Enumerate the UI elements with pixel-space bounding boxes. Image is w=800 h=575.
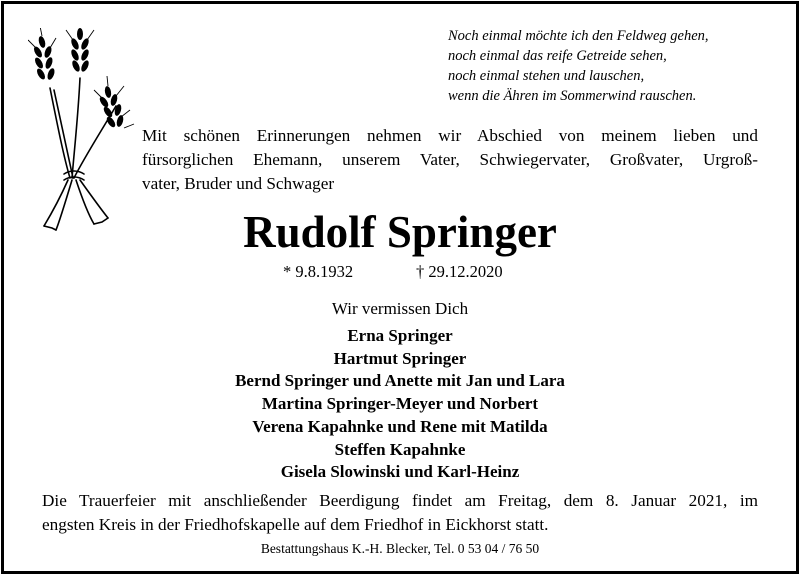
intro-line: vater, Bruder und Schwager — [142, 174, 335, 193]
intro-line: fürsorglichen Ehemann, unserem Vater, Schwiegervater, Großvater, Urgroß- — [142, 150, 758, 169]
funeral-service-notice — [42, 489, 758, 537]
miss-line: Wir vermissen Dich — [331, 299, 469, 318]
intro-line: Mit schönen Erinnerungen nehmen wir Abschied von meinem lieben und — [142, 126, 758, 145]
birth-date: * 9.8.1932 — [283, 262, 354, 281]
poem-line: wenn die Ähren im Sommerwind rauschen. — [448, 88, 697, 104]
family-member: Verena Kapahnke und Rene mit Matilda — [252, 416, 548, 436]
family-member: Steffen Kapahnke — [334, 439, 466, 459]
family-member: Bernd Springer und Anette mit Jan und Lara — [235, 371, 565, 391]
service-line: engsten Kreis in der Friedhofskapelle auf dem Friedhof in Eickhorst statt. — [42, 515, 549, 534]
death-date: † 29.12.2020 — [416, 262, 503, 281]
deceased-name: Rudolf Springer — [243, 207, 557, 257]
poem-line: Noch einmal möchte ich den Feldweg gehen, — [448, 28, 709, 44]
undertaker-contact: Bestattungshaus K.-H. Blecker, Tel. 0 53 04 / 76 50 — [260, 541, 540, 556]
poem-line: noch einmal das reife Getreide sehen, — [448, 48, 667, 64]
service-line: Die Trauerfeier mit anschließender Beerdigung findet am Freitag, dem 8. Januar 2021, im — [42, 491, 758, 510]
family-member: Martina Springer-Meyer und Norbert — [261, 394, 539, 414]
poem — [448, 26, 709, 106]
family-list — [0, 325, 800, 484]
family-member: Hartmut Springer — [333, 348, 467, 368]
family-member: Gisela Slowinski und Karl-Heinz — [280, 462, 520, 482]
intro-text — [142, 124, 758, 196]
family-member: Erna Springer — [347, 326, 453, 345]
poem-line: noch einmal stehen und lauschen, — [448, 68, 645, 84]
